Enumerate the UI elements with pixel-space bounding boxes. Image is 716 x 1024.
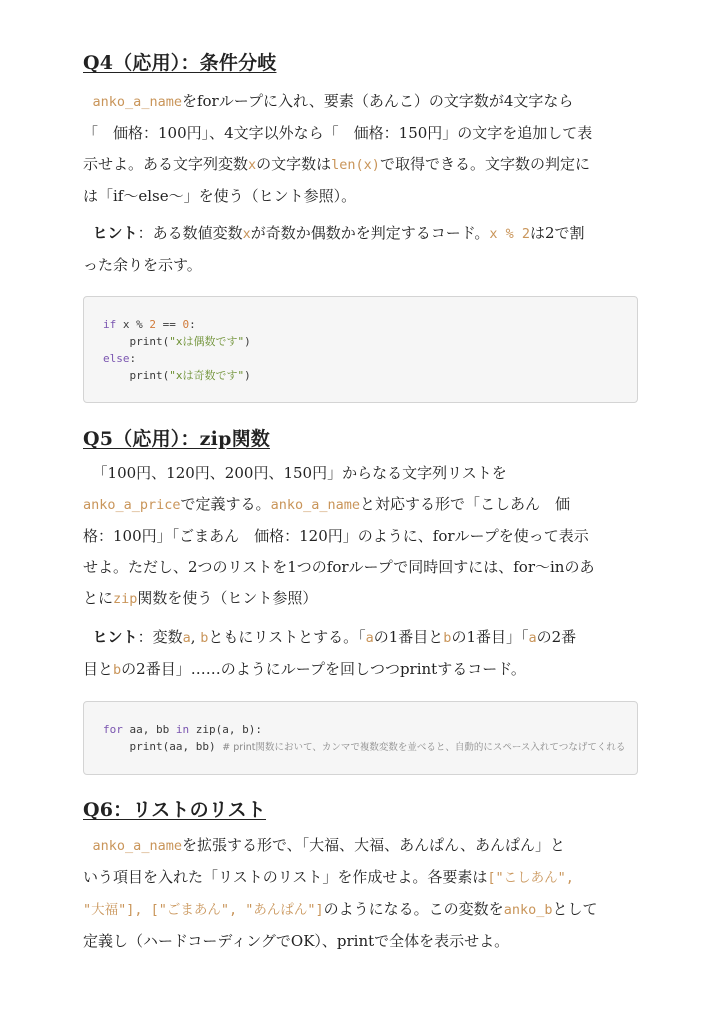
inline-code: "大福"], ["ごまあん", "あんぱん"]	[83, 902, 324, 918]
q6-line-1	[83, 830, 643, 862]
text: ,	[190, 628, 201, 646]
text: ：変数	[137, 628, 183, 646]
text: 示せよ。ある文字列変数	[83, 155, 249, 173]
inline-code: a	[182, 630, 191, 646]
code	[103, 721, 625, 756]
text: の2番目」……のようにループを回しつつprintするコード。	[121, 660, 526, 678]
inline-code: b	[443, 630, 452, 646]
string: "xは奇数です"	[169, 369, 245, 382]
inline-code: a	[365, 630, 374, 646]
text: の1番目と	[373, 628, 444, 646]
q5-hint	[83, 622, 643, 686]
q4-heading: Q4（応用）：条件分岐	[83, 52, 277, 74]
text: と対応する形で「こしあん 価	[359, 495, 570, 513]
text: の1番目」「	[451, 628, 529, 646]
inline-code: x	[248, 157, 257, 173]
q5-hint-line-1	[83, 622, 643, 654]
q4-line-3	[83, 149, 643, 181]
q4-question	[83, 86, 643, 212]
q5-heading: Q5（応用）：zip関数	[83, 428, 270, 450]
text: ともにリストとする。「	[208, 628, 366, 646]
hint-label: ヒント	[92, 224, 138, 242]
inline-code: ["こしあん",	[487, 870, 574, 886]
text: いう項目を入れた「リストのリスト」を作成せよ。各要素は	[83, 868, 488, 886]
comment: # print関数において、カンマで複数変数を並べると、自動的にスペース入れてつなげてくれる	[222, 742, 626, 753]
keyword: else	[103, 352, 130, 365]
text: のようになる。この変数を	[323, 900, 504, 918]
q6-line-2	[83, 862, 643, 894]
text: の2番	[536, 628, 577, 646]
keyword: in	[175, 723, 190, 736]
code-text: zip(a, b):	[189, 723, 262, 736]
keyword: if	[103, 318, 117, 331]
q5-line-5	[83, 583, 643, 615]
text: は2で割	[530, 224, 585, 242]
inline-code: a	[528, 630, 537, 646]
text: 目と	[83, 660, 114, 678]
text: 「100円、120円、200円、150円」からなる文字列リストを	[92, 464, 507, 482]
q4-hint	[83, 218, 643, 281]
inline-code: len(x)	[331, 157, 380, 173]
text: とに	[83, 589, 114, 607]
text: 関数を使う（ヒント参照）	[137, 589, 318, 607]
code-text: )	[244, 335, 251, 348]
q6-line-4: 定義し（ハードコーディングでOK）、printで全体を表示せよ。	[83, 932, 510, 950]
q4-line-4: は「if〜else〜」を使う（ヒント参照）。	[83, 187, 357, 205]
q6-heading: Q6：リストのリスト	[83, 799, 267, 821]
hint-label: ヒント	[92, 628, 138, 646]
text: で定義する。	[180, 495, 271, 513]
number: 2	[149, 318, 156, 331]
code-text: )	[244, 369, 251, 382]
keyword: for	[103, 723, 123, 736]
q4-hint-line-2: った余りを示す。	[83, 256, 202, 274]
text: が奇数か偶数かを判定するコード。	[250, 224, 490, 242]
q5-line-4: せよ。ただし、2つのリストを1つのforループで同時回すには、for〜inのあ	[83, 558, 595, 576]
string: "xは偶数です"	[169, 335, 245, 348]
q5-hint-line-2	[83, 654, 643, 686]
inline-code: b	[113, 662, 122, 678]
q5-line-1	[83, 458, 643, 489]
q6-line-3	[83, 894, 643, 926]
q6-question	[83, 830, 643, 957]
code-text: print(	[103, 369, 170, 382]
inline-code: anko_a_name	[92, 94, 182, 110]
inline-code: b	[200, 630, 209, 646]
inline-code: anko_a_name	[270, 497, 360, 513]
q5-question	[83, 458, 643, 615]
text: で取得できる。文字数の判定に	[379, 155, 590, 173]
inline-code: zip	[113, 591, 138, 607]
q5-line-3: 格：100円」「ごまあん 価格：120円」のように、forループを使って表示	[83, 527, 589, 545]
text: を拡張する形で、「大福、大福、あんぱん、あんぱん」と	[181, 836, 566, 854]
q4-hint-line-1	[83, 218, 643, 250]
text: として	[552, 900, 598, 918]
inline-code: x	[242, 226, 251, 242]
text: ：ある数値変数	[137, 224, 243, 242]
q5-code-block	[83, 701, 638, 775]
code-text: :	[129, 352, 137, 365]
code-text: x %	[116, 318, 150, 331]
inline-code: anko_a_price	[83, 497, 181, 513]
text: をforループに入れ、要素（あんこ）の文字数が4文字なら	[181, 92, 574, 110]
code-text: print(aa, bb)	[103, 740, 223, 753]
code	[103, 316, 251, 384]
inline-code: anko_b	[503, 902, 553, 918]
q5-line-2	[83, 489, 643, 521]
q4-code-block	[83, 296, 638, 403]
number: 0	[182, 318, 190, 331]
q4-line-2: 「 価格：100円」、4文字以外なら「 価格：150円」の文字を追加して表	[83, 124, 593, 142]
text: の文字数は	[256, 155, 332, 173]
code-text: print(	[103, 335, 170, 348]
inline-code: x % 2	[489, 226, 531, 242]
code-text: aa, bb	[122, 723, 176, 736]
q4-line-1	[83, 86, 643, 118]
code-text: ==	[156, 318, 183, 331]
code-text: :	[189, 318, 196, 331]
inline-code: anko_a_name	[92, 838, 182, 854]
